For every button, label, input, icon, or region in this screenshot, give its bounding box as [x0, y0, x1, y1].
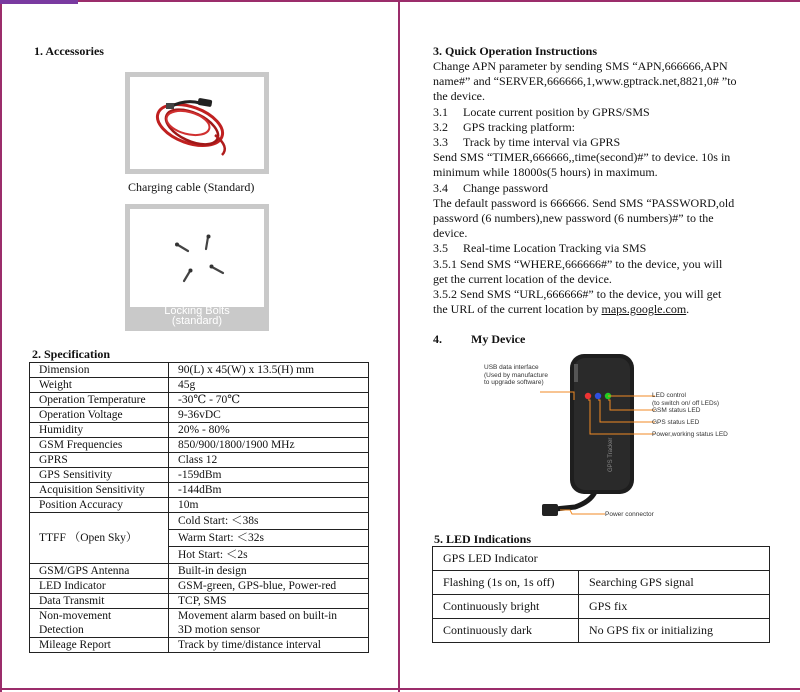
spec-value: Built-in design — [169, 564, 369, 579]
led-table-title: GPS LED Indicator — [433, 547, 770, 571]
spec-value: 20% - 80% — [169, 423, 369, 438]
text-line: password (6 numbers),new password (6 numbers)#” to the — [433, 211, 714, 226]
item-number: 3.4 — [433, 180, 448, 195]
charging-cable-caption: Charging cable (Standard) — [128, 180, 255, 194]
spec-key: LED Indicator — [30, 579, 169, 594]
list-item — [433, 135, 773, 150]
spec-key: GPS Sensitivity — [30, 468, 169, 483]
item-text: Real-time Location Tracking via SMS — [463, 241, 647, 256]
table-row — [30, 498, 369, 513]
table-row — [30, 408, 369, 423]
locking-bolts-image — [130, 209, 264, 307]
bolts-label-line-2: (standard) — [171, 315, 223, 327]
item-number: 3.3 — [433, 135, 448, 150]
specification-table — [29, 362, 369, 653]
table-row — [433, 547, 770, 571]
table-row — [433, 571, 770, 595]
spec-value: 850/900/1800/1900 MHz — [169, 438, 369, 453]
callout-lines — [540, 380, 655, 450]
table-row — [30, 513, 369, 530]
spec-key: GSM Frequencies — [30, 438, 169, 453]
power-connector-pointer — [560, 508, 605, 518]
spec-key: Operation Voltage — [30, 408, 169, 423]
spec-value: Class 12 — [169, 453, 369, 468]
usb-label-line: to upgrade software) — [484, 379, 544, 386]
led-meaning: No GPS fix or initializing — [579, 619, 770, 643]
table-row — [30, 483, 369, 498]
spec-value: 90(L) x 45(W) x 13.5(H) mm — [169, 363, 369, 378]
usb-label-line: USB data interface — [484, 364, 539, 371]
page-divider — [398, 0, 400, 692]
text-line: 3.5.2 Send SMS “URL,666666#” to the device, you will get — [433, 287, 722, 302]
table-row — [30, 638, 369, 653]
table-row — [30, 363, 369, 378]
page-frame-bottom — [0, 688, 800, 690]
text-line: Change APN parameter by sending SMS “APN,666666,APN — [433, 59, 728, 73]
page-frame-top — [0, 0, 800, 2]
spec-key: Operation Temperature — [30, 393, 169, 408]
quick-ops-heading: 3. Quick Operation Instructions — [433, 44, 598, 58]
list-item — [433, 241, 773, 256]
spec-key: Position Accuracy — [30, 498, 169, 513]
spec-value-nonmovement — [169, 609, 369, 638]
table-row — [30, 393, 369, 408]
usb-label — [484, 364, 548, 387]
list-item — [433, 105, 773, 120]
table-row — [30, 579, 369, 594]
led-state: Continuously dark — [433, 619, 579, 643]
table-row — [30, 609, 369, 638]
spec-value: 45g — [169, 378, 369, 393]
text-line: Send SMS “TIMER,666666,,time(second)#” to device. 10s in — [433, 150, 731, 165]
table-row — [30, 438, 369, 453]
led-meaning: GPS fix — [579, 595, 770, 619]
gsm-led-label: GSM status LED — [652, 407, 701, 414]
text-line: 3.5.1 Send SMS “WHERE,666666#” to the device, you will — [433, 256, 723, 271]
spec-key: Mileage Report — [30, 638, 169, 653]
spec-key-nonmovement — [30, 609, 169, 638]
spec-value: -159dBm — [169, 468, 369, 483]
locking-bolts-photo — [125, 204, 269, 331]
gps-led-label: GPS status LED — [652, 419, 700, 426]
spec-value: 10m — [169, 498, 369, 513]
item-text: Locate current position by GPRS/SMS — [463, 104, 650, 119]
led-heading: 5. LED Indications — [434, 532, 532, 546]
text-line: The default password is 666666. Send SMS “PASSWORD,old — [433, 195, 735, 210]
spec-key: Dimension — [30, 363, 169, 378]
spec-key: Humidity — [30, 423, 169, 438]
text-line — [433, 302, 773, 317]
spec-key: Data Transmit — [30, 594, 169, 609]
text-line: device. — [433, 226, 468, 241]
spec-value: Warm Start: ＜32s — [169, 530, 369, 547]
page-frame-left — [0, 0, 2, 692]
table-row — [433, 595, 770, 619]
power-led-label: Power,working status LED — [652, 431, 728, 438]
led-control-line: (to switch on/ off LEDs) — [652, 399, 720, 407]
item-number: 3.1 — [433, 104, 448, 119]
list-item — [433, 181, 773, 196]
item-text: GPS tracking platform: — [463, 119, 575, 134]
spec-value: Cold Start: ＜38s — [169, 513, 369, 530]
bolts-label-line-1: Locking Bolts — [164, 305, 230, 317]
spec-key-line: Detection — [39, 624, 84, 636]
spec-key-line: Non-movement — [39, 610, 112, 622]
charging-cable-image — [130, 77, 264, 169]
spec-value: -144dBm — [169, 483, 369, 498]
text-line: minimum while 18000s(5 hours) in maximum. — [433, 165, 658, 180]
spec-value: -30℃ - 70℃ — [169, 393, 369, 408]
spec-value-line: 3D motion sensor — [178, 624, 260, 636]
spec-value: 9-36vDC — [169, 408, 369, 423]
spec-key: Weight — [30, 378, 169, 393]
led-control-label — [652, 392, 719, 407]
my-device-heading: My Device — [471, 332, 526, 346]
page-tab-accent — [0, 0, 78, 4]
item-number: 3.2 — [433, 119, 448, 134]
spec-key: GPRS — [30, 453, 169, 468]
power-connector-label: Power connector — [605, 511, 654, 518]
spec-value-line: Movement alarm based on built-in — [178, 610, 338, 622]
table-row — [30, 378, 369, 393]
spec-value: GSM-green, GPS-blue, Power-red — [169, 579, 369, 594]
accessories-heading: 1. Accessories — [34, 44, 104, 58]
quick-ops-body — [433, 59, 773, 317]
led-state: Flashing (1s on, 1s off) — [433, 571, 579, 595]
text-line: get the current location of the device. — [433, 271, 612, 286]
spec-key-ttff: TTFF （Open Sky） — [30, 513, 169, 564]
device-brand-text: GPS Tracker — [608, 437, 614, 472]
led-meaning: Searching GPS signal — [579, 571, 770, 595]
usb-label-line: (Used by manufacture — [484, 371, 548, 379]
item-number: 3.5 — [433, 241, 448, 256]
url-prefix: the URL of the current location by — [433, 302, 602, 317]
table-row — [30, 468, 369, 483]
spec-value: Track by time/distance interval — [169, 638, 369, 653]
text-line: name#” and “SERVER,666666,1,www.gptrack.net,8821,0# ”to — [433, 74, 737, 89]
charging-cable-photo — [125, 72, 269, 174]
spec-key: GSM/GPS Antenna — [30, 564, 169, 579]
spec-value: Hot Start: ＜2s — [169, 547, 369, 564]
table-row — [30, 453, 369, 468]
list-item — [433, 120, 773, 135]
table-row — [30, 423, 369, 438]
led-control-line: LED control — [652, 392, 686, 399]
text-line: the device. — [433, 89, 485, 104]
table-row — [30, 564, 369, 579]
led-state: Continuously bright — [433, 595, 579, 619]
my-device-heading-number: 4. — [433, 332, 442, 346]
led-table — [432, 546, 770, 643]
item-text: Track by time interval via GPRS — [463, 135, 621, 150]
url-suffix: . — [686, 302, 690, 317]
specification-heading: 2. Specification — [32, 347, 110, 361]
table-row — [30, 594, 369, 609]
spec-value: TCP, SMS — [169, 594, 369, 609]
table-row — [433, 619, 770, 643]
maps-link[interactable]: maps.google.com — [601, 302, 687, 317]
spec-key: Acquisition Sensitivity — [30, 483, 169, 498]
item-text: Change password — [463, 180, 548, 195]
